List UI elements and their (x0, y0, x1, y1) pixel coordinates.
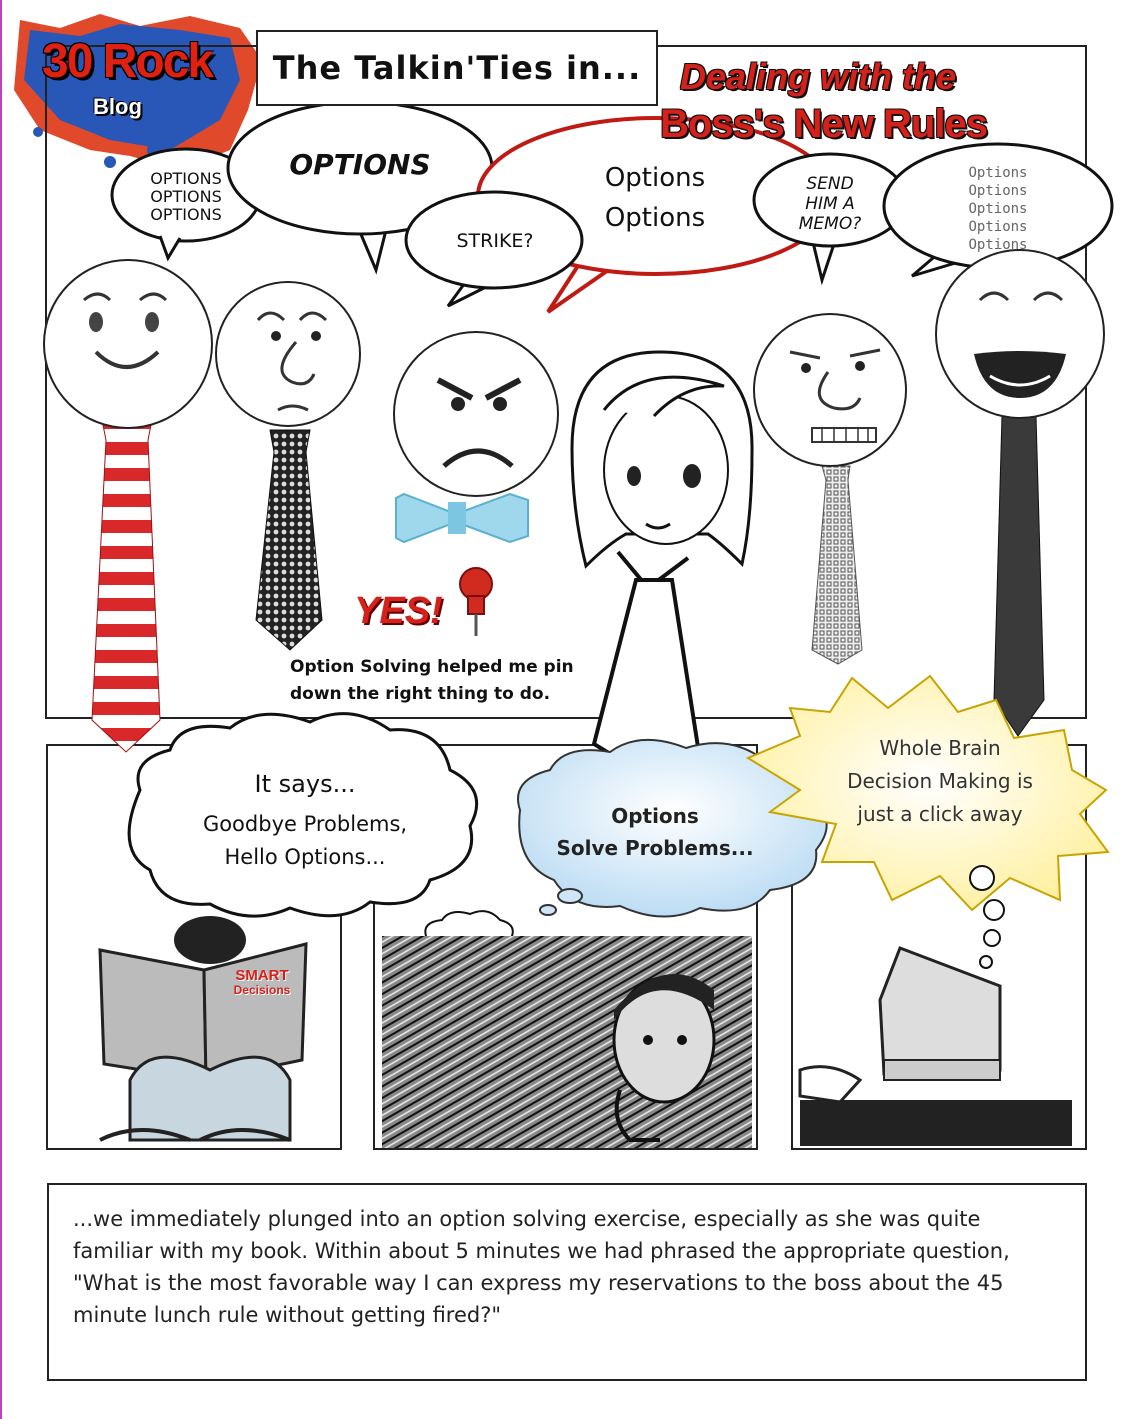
angry-face (394, 332, 558, 496)
bubble-text-options-small: OPTIONS OPTIONS OPTIONS (150, 169, 222, 224)
sad-face (216, 282, 360, 426)
bubble-text-options-mono: Options Options Options Options Options (968, 165, 1028, 253)
computer-illustration (800, 948, 1072, 1146)
laughing-face (936, 250, 1104, 418)
yes-caption: Option Solving helped me pin down the right thing to do. (290, 657, 574, 704)
logo-text: 30 Rock (42, 35, 213, 88)
blue-bowtie (396, 494, 528, 542)
woman-figure (572, 352, 752, 788)
book-cover-title (222, 968, 302, 998)
striped-tie (92, 420, 160, 752)
book-title-line1: SMART (235, 967, 289, 984)
thinker-photo (382, 936, 752, 1148)
yes-label: YES! (354, 590, 443, 632)
caption-text: ...we immediately plunged into an option solving exercise, especially as she was quite familiar with my book. Within about 5 minutes we had phrased the appropriate question, "What is the most favorable way I can express my reservations to the boss about the 45 minute lunch rule without getting fired?" (73, 1207, 1010, 1327)
headline-line2: Boss's New Rules (660, 102, 987, 146)
dark-tie (994, 400, 1044, 736)
thumbtack (460, 568, 492, 636)
cloud-text-options-solve: Options Solve Problems... (556, 804, 754, 860)
cloud-text-goodbye: Goodbye Problems, Hello Options... (202, 812, 408, 869)
bubble-text-options-big: OPTIONS (289, 148, 431, 181)
bubble-text-strike: STRIKE? (456, 230, 534, 252)
happy-face (44, 260, 212, 428)
book-title-line2: Decisions (233, 983, 291, 997)
cloud-text-it-says: It says... (254, 770, 356, 798)
logo-subtext: Blog (93, 94, 142, 119)
reader-with-book (100, 916, 306, 1140)
burst-text-whole-brain: Whole Brain Decision Making is just a click away (847, 736, 1033, 826)
caption-box (47, 1183, 1087, 1381)
grid-tie (812, 466, 862, 664)
bubble-text-memo: SEND HIM A MEMO? (798, 174, 862, 234)
bubble-text-options-red: Options Options (604, 163, 706, 233)
comic-title: The Talkin'Ties in... (256, 30, 658, 106)
headline-line1: Dealing with the (680, 56, 957, 97)
grimace-face (754, 314, 906, 466)
dotted-tie (256, 430, 322, 650)
